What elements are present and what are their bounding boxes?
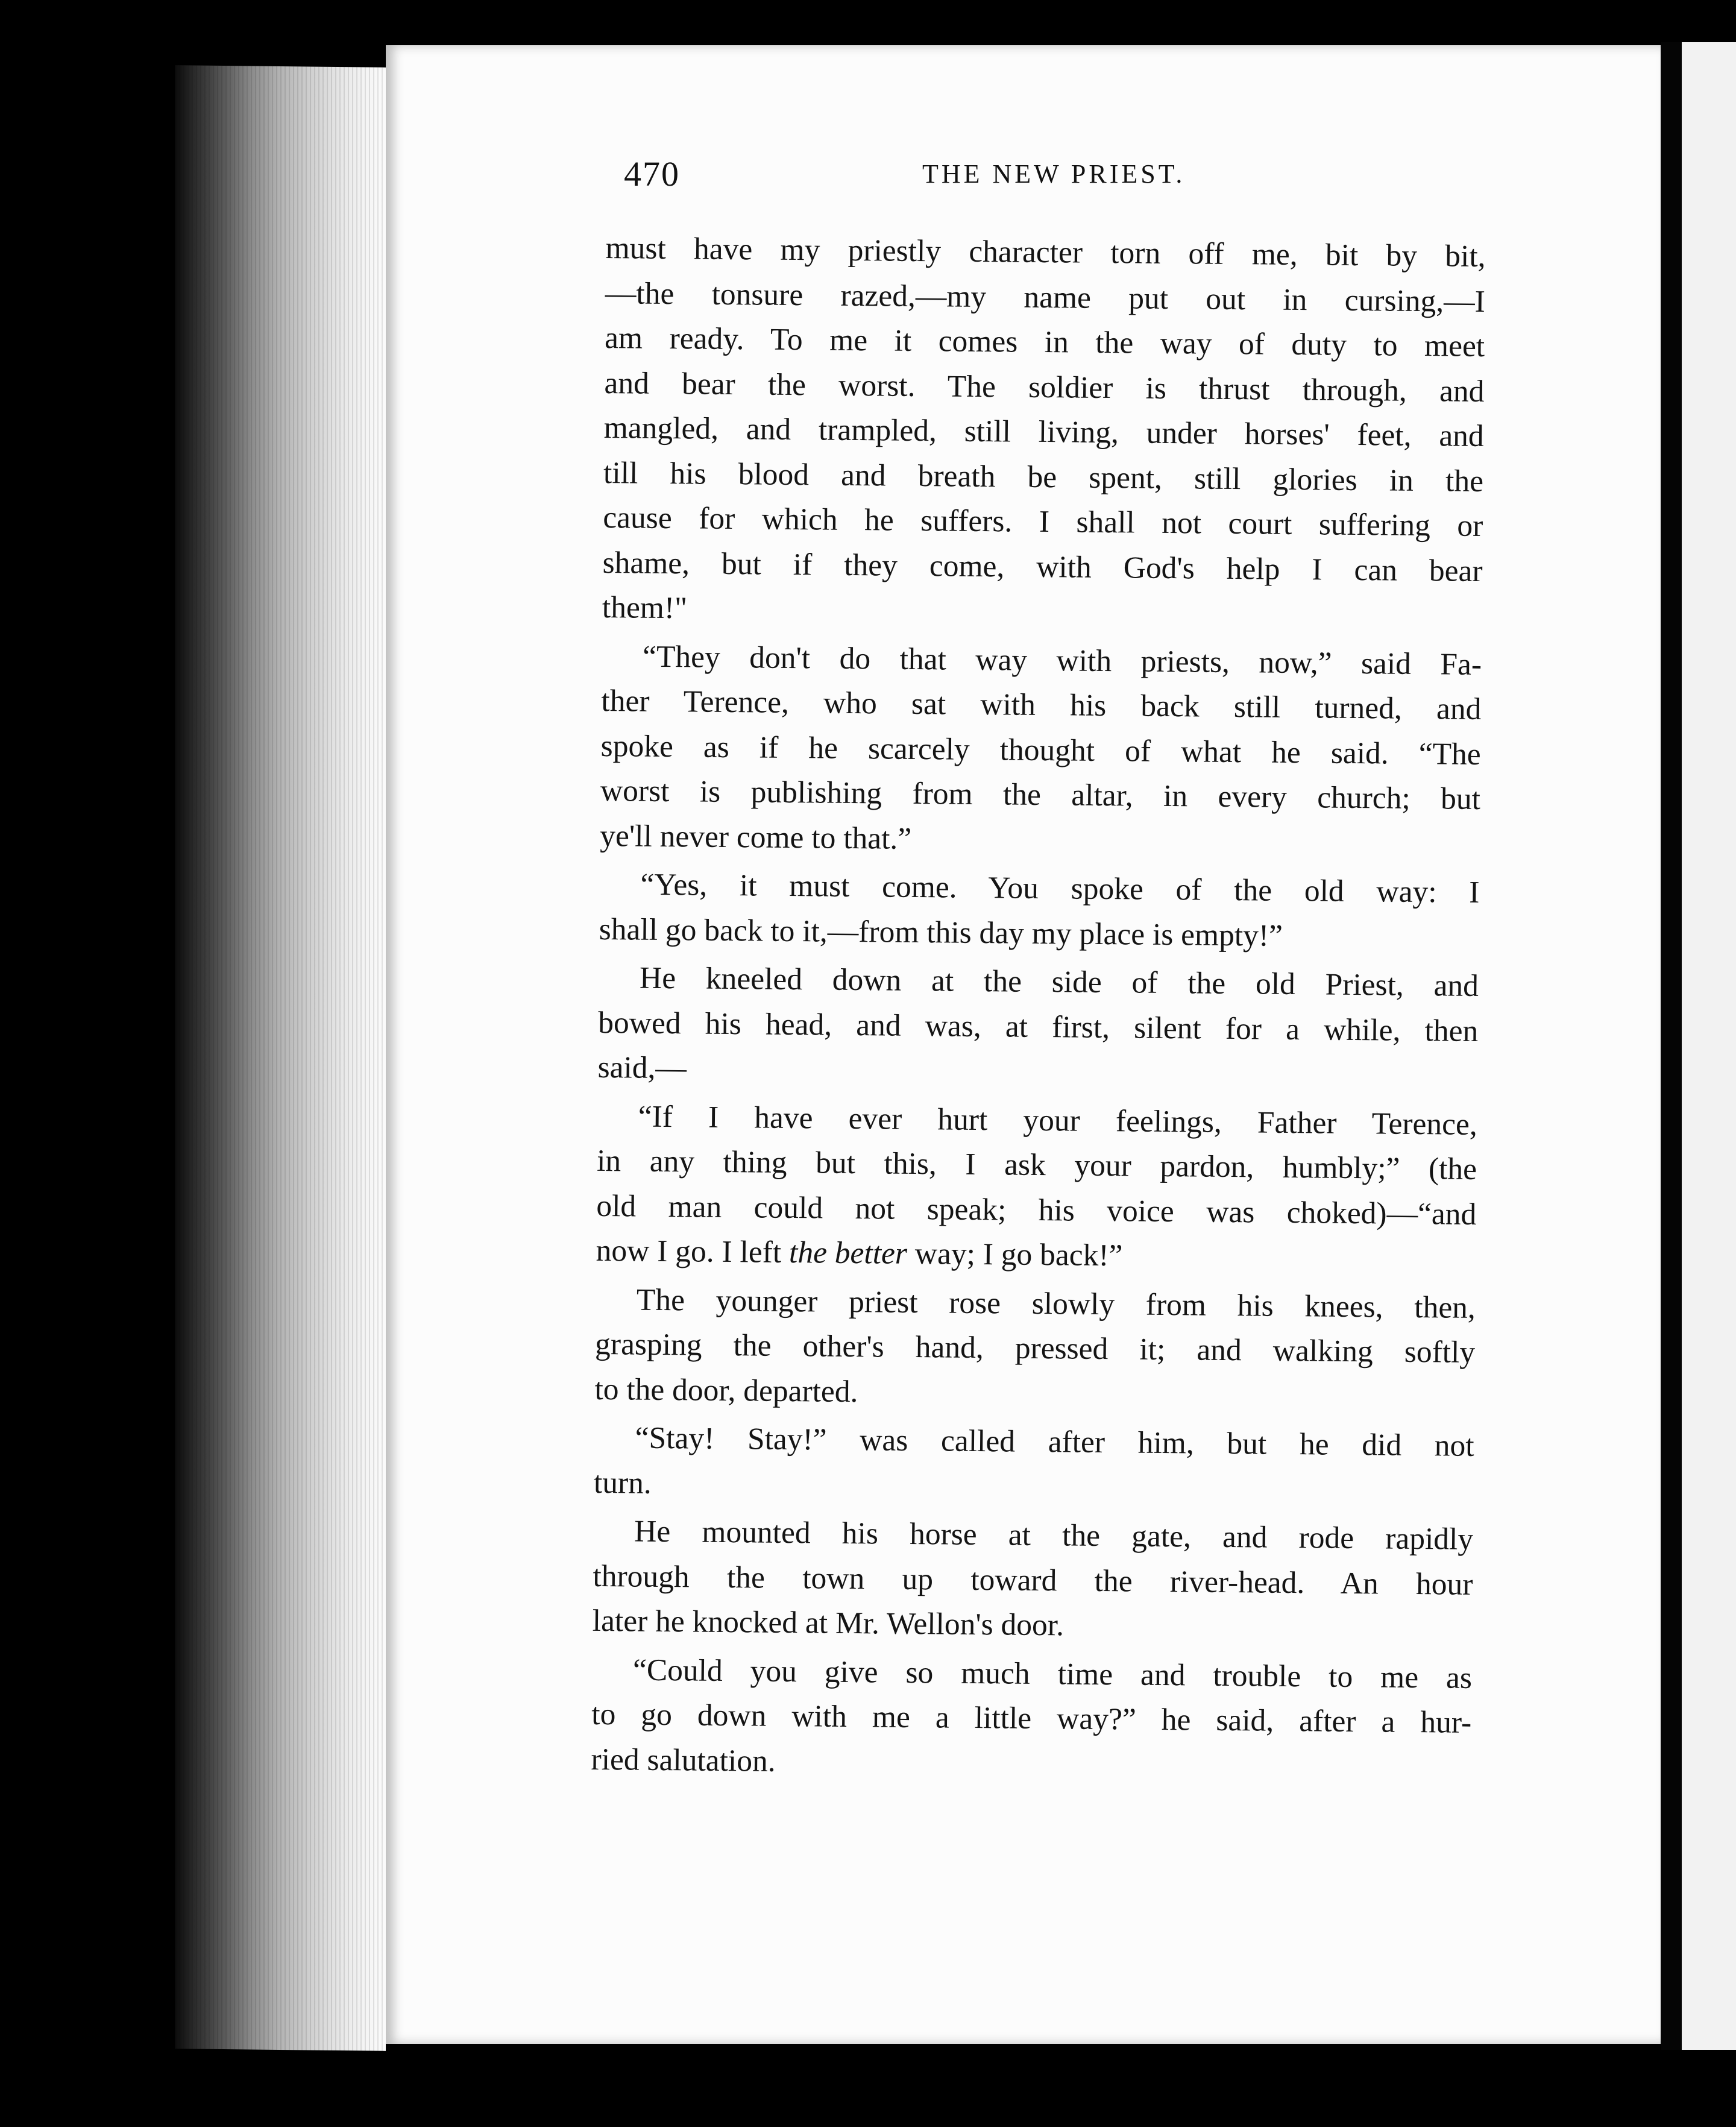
text-line: “Stay! Stay!” was called after him, but he did not: [635, 1420, 1474, 1463]
text-line: He kneeled down at the side of the old Priest, and: [639, 960, 1479, 1003]
text-line: shall go back to it,—from this day my place is empty!”: [599, 912, 1283, 953]
running-head-title: THE NEW PRIEST.: [922, 159, 1186, 189]
running-head: [624, 154, 1209, 202]
text-line: said,—: [597, 1050, 687, 1086]
text-line: “Yes, it must come. You spoke of the old way: I: [640, 867, 1480, 910]
text-line: worst is publishing from the altar, in every church; but: [600, 773, 1481, 816]
text-line: [596, 1229, 1476, 1282]
text-line: “They don't do that way with priests, now,” said Fa-: [642, 639, 1482, 682]
body-text: [591, 226, 1486, 1791]
text-line: old man could not speak; his voice was choked)—“and: [596, 1188, 1477, 1232]
book-page-edges: [175, 65, 386, 2051]
text-line: to the door, departed.: [594, 1372, 858, 1409]
text-line: spoke as if he scarcely thought of what he said. “The: [600, 728, 1481, 772]
text-line: am ready. To me it comes in the way of duty to meet: [604, 320, 1485, 364]
italic-phrase: the better: [788, 1235, 908, 1271]
text-line: ye'll never come to that.”: [600, 818, 912, 856]
text-line: till his blood and breath be spent, still glories in the: [603, 455, 1484, 499]
text-line: must have my priestly character torn off me, bit by bit,: [605, 230, 1486, 274]
facing-page-edge: [1682, 42, 1736, 2050]
text-line: through the town up toward the river-head. An hour: [593, 1558, 1473, 1602]
text-line: —the tonsure razed,—my name put out in cursing,—I: [605, 276, 1486, 319]
text-line: them!": [602, 590, 688, 626]
text-line: “If I have ever hurt your feelings, Father Terence,: [638, 1099, 1478, 1142]
right-gutter: [1661, 42, 1682, 2050]
text-line: bowed his head, and was, at first, silent for a while, then: [598, 1005, 1479, 1048]
text-line: shame, but if they come, with God's help I can bear: [602, 545, 1483, 588]
page-number: 470: [624, 154, 680, 194]
text-line: He mounted his horse at the gate, and rode rapidly: [634, 1514, 1474, 1557]
text-line: The younger priest rose slowly from his knees, then,: [636, 1282, 1476, 1325]
text-line: in any thing but this, I ask your pardon, humbly;” (the: [596, 1143, 1477, 1186]
text-line: to go down with me a little way?” he said, after a hur-: [591, 1697, 1472, 1740]
text-line: grasping the other's hand, pressed it; and walking softly: [594, 1326, 1476, 1370]
text-line: later he knocked at Mr. Wellon's door.: [592, 1603, 1065, 1643]
text-line: cause for which he suffers. I shall not court suffering or: [603, 500, 1483, 543]
text-line: mangled, and trampled, still living, under horses' feet, and: [603, 410, 1484, 453]
text-line: ried salutation.: [591, 1742, 776, 1779]
text-line: ther Terence, who sat with his back still turned, and: [601, 683, 1482, 726]
text-line: “Could you give so much time and trouble to me as: [632, 1653, 1473, 1695]
text-line: turn.: [593, 1465, 652, 1501]
text-line: and bear the worst. The soldier is thrust through, and: [604, 365, 1485, 409]
text-run: now I go. I left: [596, 1233, 790, 1270]
text-run: way; I go back!”: [907, 1236, 1123, 1273]
